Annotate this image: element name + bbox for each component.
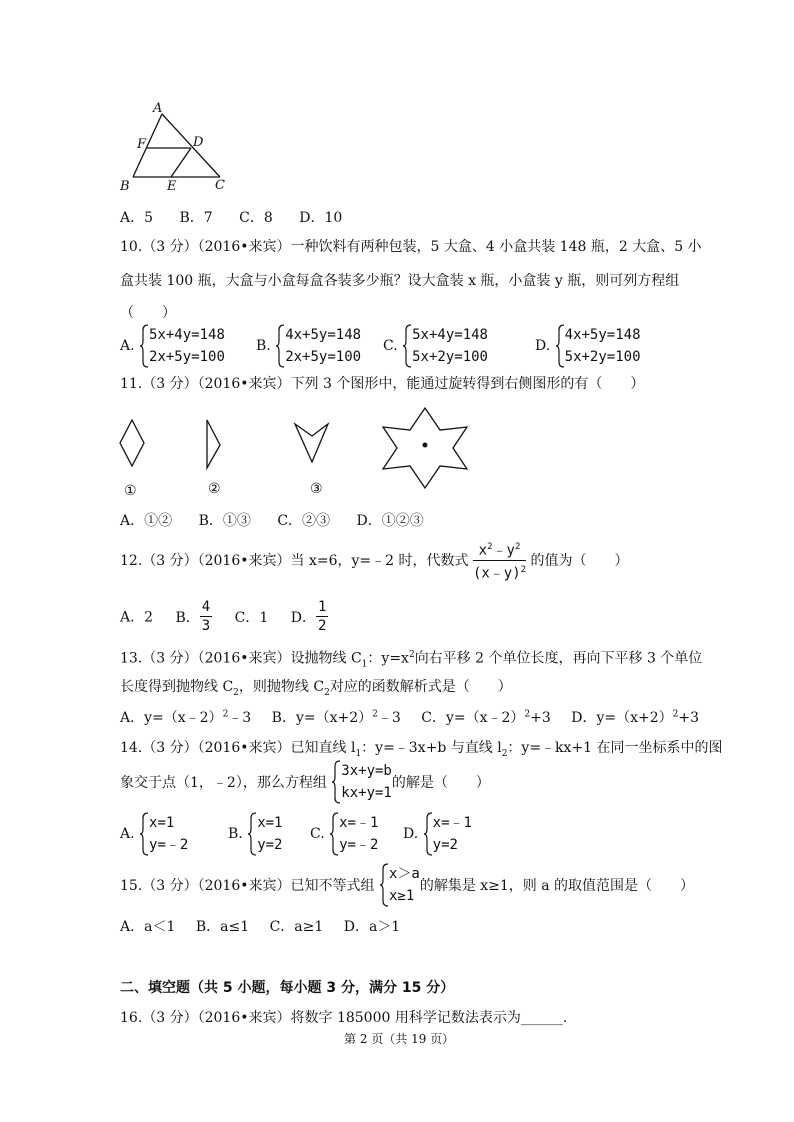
- q13-b-pre: B．y=（x+2）: [271, 710, 373, 726]
- q10-a-row1: 5x+4y=148: [149, 327, 225, 343]
- q14-system-c: [329, 812, 378, 856]
- q10-system-b: [275, 324, 361, 368]
- q12-num-y: ﹣y: [492, 542, 515, 559]
- q13-d-pre: D．y=（x+2）: [571, 710, 673, 726]
- section-heading: 二、填空题（共 5 小题，每小题 3 分，满分 15 分）: [120, 980, 455, 996]
- q10-option-b: [256, 324, 361, 368]
- q12-b-den: 3: [201, 618, 211, 634]
- figure3-label: ③: [310, 481, 323, 497]
- q15-line-b: 的解集是 x≥1，则 a 的取值范围是（ ）: [419, 878, 695, 894]
- q11-option-b: B．①③: [198, 513, 251, 529]
- q10-option-d: [535, 324, 641, 368]
- q13-b-sup: 2: [372, 709, 378, 720]
- q15-option-a: A．a＜1: [120, 919, 176, 935]
- q12-num-exp1: 2: [487, 542, 493, 552]
- q14-a-row1: x=1: [149, 815, 175, 831]
- q10-d-row2: 5x+2y=100: [564, 349, 641, 365]
- q10-letter-b: B.: [256, 338, 271, 354]
- q13-sub2: 2: [233, 687, 239, 698]
- q13-option-c: [421, 710, 551, 726]
- q10-a-row2: 2x+5y=100: [149, 349, 225, 365]
- q13-d-post: +3: [678, 710, 700, 726]
- q14-a-row2: y=﹣2: [149, 837, 189, 853]
- label-f: F: [137, 137, 147, 152]
- q9-options: [120, 207, 342, 227]
- q12-d-den: 2: [317, 618, 327, 634]
- q13-a-post: ﹣3: [228, 710, 252, 726]
- q15-line-a: 15.（3 分）（2016•来宾）已知不等式组: [120, 878, 375, 894]
- q13-line2-c: 对应的函数解析式是（ ）: [329, 679, 512, 695]
- page-footer: 第 2 页（共 19 页）: [344, 1032, 455, 1046]
- q12-option-a: A．2: [120, 609, 154, 626]
- q14-sub1: 1: [355, 748, 362, 759]
- q13-line1: [120, 645, 702, 674]
- q15-options: [120, 916, 400, 936]
- q14-sub2: 2: [501, 748, 508, 759]
- q10-system-a: [139, 324, 225, 368]
- q13-option-a: [120, 710, 251, 726]
- q14-letter-d: D.: [403, 826, 419, 842]
- label-b: B: [120, 179, 130, 194]
- q12-option-c: C．1: [234, 609, 269, 626]
- q16-line: 16.（3 分）（2016•来宾）将数字 185000 用科学记数法表示为______.: [120, 1010, 568, 1026]
- q13-c-post: +3: [530, 710, 551, 726]
- q13-options: [120, 707, 699, 727]
- q14-letter-a: A.: [120, 826, 135, 842]
- q12-line: [120, 538, 629, 582]
- label-c: C: [215, 178, 225, 193]
- q14-system-d: [423, 812, 472, 856]
- q14-option-b: [228, 812, 283, 856]
- q12-options: [120, 598, 328, 635]
- q15-sys-row2: x≥1: [388, 888, 415, 904]
- figure2-label: ②: [208, 481, 221, 497]
- q12-suffix: 的值为（ ）: [530, 553, 629, 570]
- rotation-figures: [110, 398, 490, 503]
- q14-letter-b: B.: [228, 826, 243, 842]
- q14-letter-c: C.: [310, 826, 325, 842]
- q10-line1: 10.（3 分）（2016•来宾）一种饮料有两种包装，5 大盒、4 小盒共装 148 瓶，2 大盒、5 小: [120, 239, 702, 255]
- q14-line2: [120, 760, 490, 804]
- q15-sys-row1: x＞a: [388, 866, 420, 882]
- q13-line2-a: 长度得到抛物线 C: [120, 679, 234, 695]
- q14-line1-a: 14.（3 分）（2016•来宾）已知直线 l: [120, 740, 356, 756]
- label-e: E: [167, 179, 177, 194]
- q10-d-row1: 4x+5y=148: [564, 327, 641, 343]
- q10-system-c: [402, 324, 488, 368]
- q14-b-row1: x=1: [257, 815, 283, 831]
- q12-option-d-letter: D．: [290, 609, 316, 626]
- q13-line2-b: ，则抛物线 C: [238, 679, 325, 695]
- q10-system-d: [555, 324, 641, 368]
- q11-option-d: D．①②③: [356, 513, 424, 529]
- q12-option-b-fraction: [200, 598, 212, 635]
- q9-option-a: A．5: [120, 210, 154, 226]
- q13-sup2: 2: [408, 650, 415, 660]
- q13-b-post: ﹣3: [377, 710, 401, 726]
- q11-option-a: A．①②: [120, 513, 173, 529]
- q15-option-c: C．a≥1: [269, 919, 324, 935]
- q15-system: [379, 863, 420, 907]
- q14-system-a: [139, 812, 188, 856]
- q14-option-c: [310, 812, 378, 856]
- q13-a-sup: 2: [222, 709, 229, 720]
- q14-sys-row2: kx+y=1: [341, 785, 392, 801]
- q12-num-exp2: 2: [514, 542, 521, 552]
- q13-line1-a: 13.（3 分）（2016•来宾）设抛物线 C: [120, 650, 362, 667]
- q13-c-sup: 2: [524, 709, 531, 720]
- q13-line1-b: ：y=x: [367, 650, 409, 667]
- q10-c-row1: 5x+4y=148: [412, 327, 488, 343]
- q14-sys-row1: 3x+y=b: [341, 763, 392, 779]
- q12-b-num: 4: [201, 599, 211, 615]
- q9-option-b: B．7: [179, 210, 213, 226]
- q10-letter-d: D.: [535, 338, 551, 354]
- q12-d-num: 1: [317, 599, 327, 615]
- q9-option-d: D．10: [299, 210, 343, 226]
- q9-option-c: C．8: [239, 210, 273, 226]
- q14-option-d: [403, 812, 472, 856]
- q14-option-a: [120, 812, 188, 856]
- q10-option-a: [120, 324, 225, 368]
- q15-line: [120, 863, 694, 907]
- q13-option-b: [272, 710, 401, 726]
- q12-option-d-fraction: [316, 598, 328, 635]
- q13-sub1: 1: [361, 659, 368, 670]
- q12-prefix: 12.（3 分）（2016•来宾）当 x=6，y=﹣2 时，代数式: [120, 553, 469, 570]
- q14-c-row1: x=﹣1: [339, 815, 379, 831]
- q14-line2-b: 的解是（ ）: [391, 775, 490, 791]
- q14-d-row2: y=2: [432, 837, 458, 853]
- q13-d-sup: 2: [672, 709, 679, 720]
- q10-option-c: [383, 324, 488, 368]
- q13-a-pre: A．y=（x﹣2）: [120, 710, 223, 726]
- q12-option-b-letter: B．: [175, 609, 200, 626]
- q14-line1-b: ：y=﹣3x+b 与直线 l: [361, 740, 502, 756]
- q14-c-row2: y=﹣2: [339, 837, 379, 853]
- q13-option-d: [571, 710, 699, 726]
- q13-sub3: 2: [324, 687, 330, 698]
- q11-options: [120, 510, 424, 530]
- label-d: D: [193, 135, 204, 150]
- q11-option-c: C．②③: [277, 513, 331, 529]
- q11-line1: 11.（3 分）（2016•来宾）下列 3 个图形中，能通过旋转得到右侧图形的有（ ）: [120, 376, 645, 392]
- q10-line2: 盒共装 100 瓶，大盒与小盒每盒各装多少瓶？设大盒装 x 瓶，小盒装 y 瓶，则可列方程组: [120, 273, 680, 289]
- q13-line2: [120, 677, 512, 703]
- q10-c-row2: 5x+2y=100: [412, 349, 488, 365]
- q10-line3: （ ）: [120, 305, 176, 321]
- q12-num-x: x: [478, 542, 488, 559]
- q13-c-pre: C．y=（x﹣2）: [421, 710, 525, 726]
- q15-option-d: D．a＞1: [343, 919, 401, 935]
- q10-b-row1: 4x+5y=148: [285, 327, 362, 343]
- figure1-label: ①: [124, 483, 137, 499]
- q12-den: (x﹣y): [472, 565, 521, 582]
- q13-line1-c: 向右平移 2 个单位长度，再向下平移 3 个单位: [414, 650, 703, 667]
- q14-line2-a: 象交于点（1，﹣2），那么方程组: [120, 775, 327, 791]
- q14-line1-c: ：y=﹣kx+1 在同一坐标系中的图: [507, 740, 723, 756]
- q10-letter-c: C.: [383, 338, 398, 354]
- q10-b-row2: 2x+5y=100: [285, 349, 362, 365]
- q10-letter-a: A.: [120, 338, 135, 354]
- q12-fraction: [473, 538, 526, 582]
- q14-system-b: [247, 812, 282, 856]
- q12-den-exp: 2: [520, 564, 527, 575]
- q14-system: [331, 760, 392, 804]
- label-a: A: [153, 101, 163, 116]
- q14-d-row1: x=﹣1: [432, 815, 472, 831]
- triangle-figure: [115, 100, 235, 195]
- q14-b-row2: y=2: [257, 837, 283, 853]
- q15-option-b: B．a≤1: [195, 919, 250, 935]
